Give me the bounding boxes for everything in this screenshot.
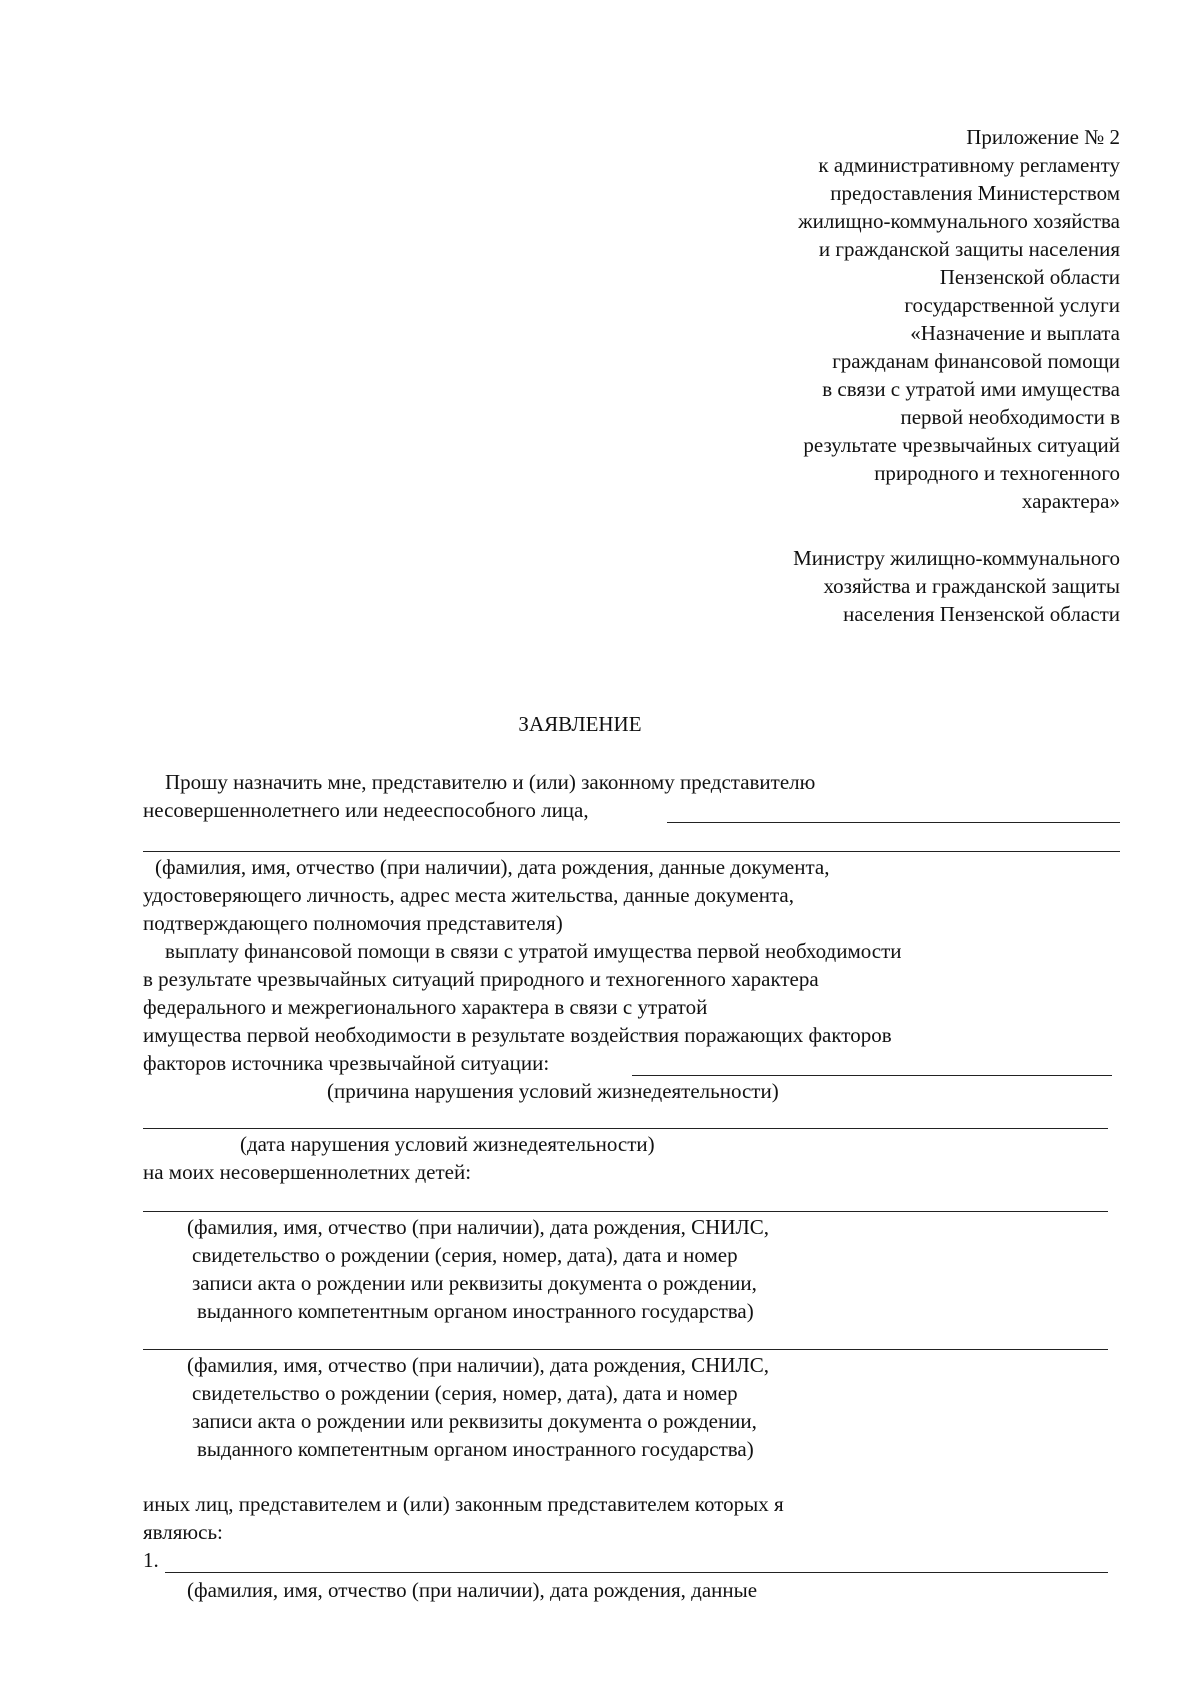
addressee-line: хозяйства и гражданской защиты bbox=[823, 574, 1120, 598]
document-title: ЗАЯВЛЕНИЕ bbox=[518, 712, 642, 736]
disruption-date-field[interactable] bbox=[143, 1128, 1108, 1129]
body-line: выплату финансовой помощи в связи с утратой имущества первой необходимости bbox=[165, 939, 902, 963]
caption-line: (фамилия, имя, отчество (при наличии), дата рождения, данные bbox=[187, 1578, 758, 1602]
caption-line: удостоверяющего личность, адрес места жительства, данные документа, bbox=[143, 883, 794, 907]
addressee-line: населения Пензенской области bbox=[843, 602, 1120, 626]
applicant-details-field[interactable] bbox=[143, 851, 1120, 852]
annex-line: к административному регламенту bbox=[818, 153, 1120, 177]
annex-line: в связи с утратой ими имущества bbox=[822, 377, 1120, 401]
caption-line: (фамилия, имя, отчество (при наличии), дата рождения, СНИЛС, bbox=[187, 1353, 769, 1377]
caption-line: (фамилия, имя, отчество (при наличии), дата рождения, данные документа, bbox=[155, 855, 830, 879]
addressee-line: Министру жилищно-коммунального bbox=[793, 546, 1120, 570]
applicant-name-field[interactable] bbox=[667, 822, 1120, 823]
annex-line: жилищно-коммунального хозяйства bbox=[798, 209, 1120, 233]
annex-line: государственной услуги bbox=[904, 293, 1120, 317]
caption-line: записи акта о рождении или реквизиты документа о рождении, bbox=[192, 1271, 757, 1295]
annex-line: «Назначение и выплата bbox=[910, 321, 1120, 345]
caption-line: подтверждающего полномочия представителя) bbox=[143, 911, 563, 935]
body-line: несовершеннолетнего или недееспособного лица, bbox=[143, 798, 589, 822]
caption-line: записи акта о рождении или реквизиты документа о рождении, bbox=[192, 1409, 757, 1433]
caption-line: (причина нарушения условий жизнедеятельности) bbox=[327, 1079, 779, 1103]
annex-line: природного и техногенного bbox=[874, 461, 1120, 485]
body-line: на моих несовершеннолетних детей: bbox=[143, 1160, 472, 1184]
annex-line: гражданам финансовой помощи bbox=[832, 349, 1120, 373]
annex-line: Приложение № 2 bbox=[966, 125, 1120, 149]
other-person-1-field[interactable] bbox=[165, 1572, 1108, 1573]
body-line: Прошу назначить мне, представителю и (или) законному представителю bbox=[165, 770, 816, 794]
disruption-reason-field[interactable] bbox=[632, 1075, 1112, 1076]
annex-line: Пензенской области bbox=[939, 265, 1120, 289]
caption-line: (фамилия, имя, отчество (при наличии), дата рождения, СНИЛС, bbox=[187, 1215, 769, 1239]
item-number: 1. bbox=[143, 1548, 159, 1572]
annex-line: первой необходимости в bbox=[900, 405, 1120, 429]
caption-line: выданного компетентным органом иностранного государства) bbox=[197, 1437, 754, 1461]
body-line: в результате чрезвычайных ситуаций природного и техногенного характера bbox=[143, 967, 819, 991]
body-line: иных лиц, представителем и (или) законным представителем которых я bbox=[143, 1492, 784, 1516]
body-line: федерального и межрегионального характера в связи с утратой bbox=[143, 995, 708, 1019]
annex-line: и гражданской защиты населения bbox=[818, 237, 1120, 261]
caption-line: (дата нарушения условий жизнедеятельности) bbox=[240, 1132, 655, 1156]
body-line: имущества первой необходимости в результате воздействия поражающих факторов bbox=[143, 1023, 892, 1047]
body-line: являюсь: bbox=[143, 1520, 223, 1544]
caption-line: свидетельство о рождении (серия, номер, дата), дата и номер bbox=[192, 1381, 738, 1405]
annex-line: предоставления Министерством bbox=[830, 181, 1120, 205]
body-line: факторов источника чрезвычайной ситуации: bbox=[143, 1051, 550, 1075]
child-2-field[interactable] bbox=[143, 1349, 1108, 1350]
annex-line: характера» bbox=[1021, 489, 1120, 513]
child-1-field[interactable] bbox=[143, 1211, 1108, 1212]
caption-line: выданного компетентным органом иностранного государства) bbox=[197, 1299, 754, 1323]
annex-line: результате чрезвычайных ситуаций bbox=[803, 433, 1120, 457]
caption-line: свидетельство о рождении (серия, номер, дата), дата и номер bbox=[192, 1243, 738, 1267]
